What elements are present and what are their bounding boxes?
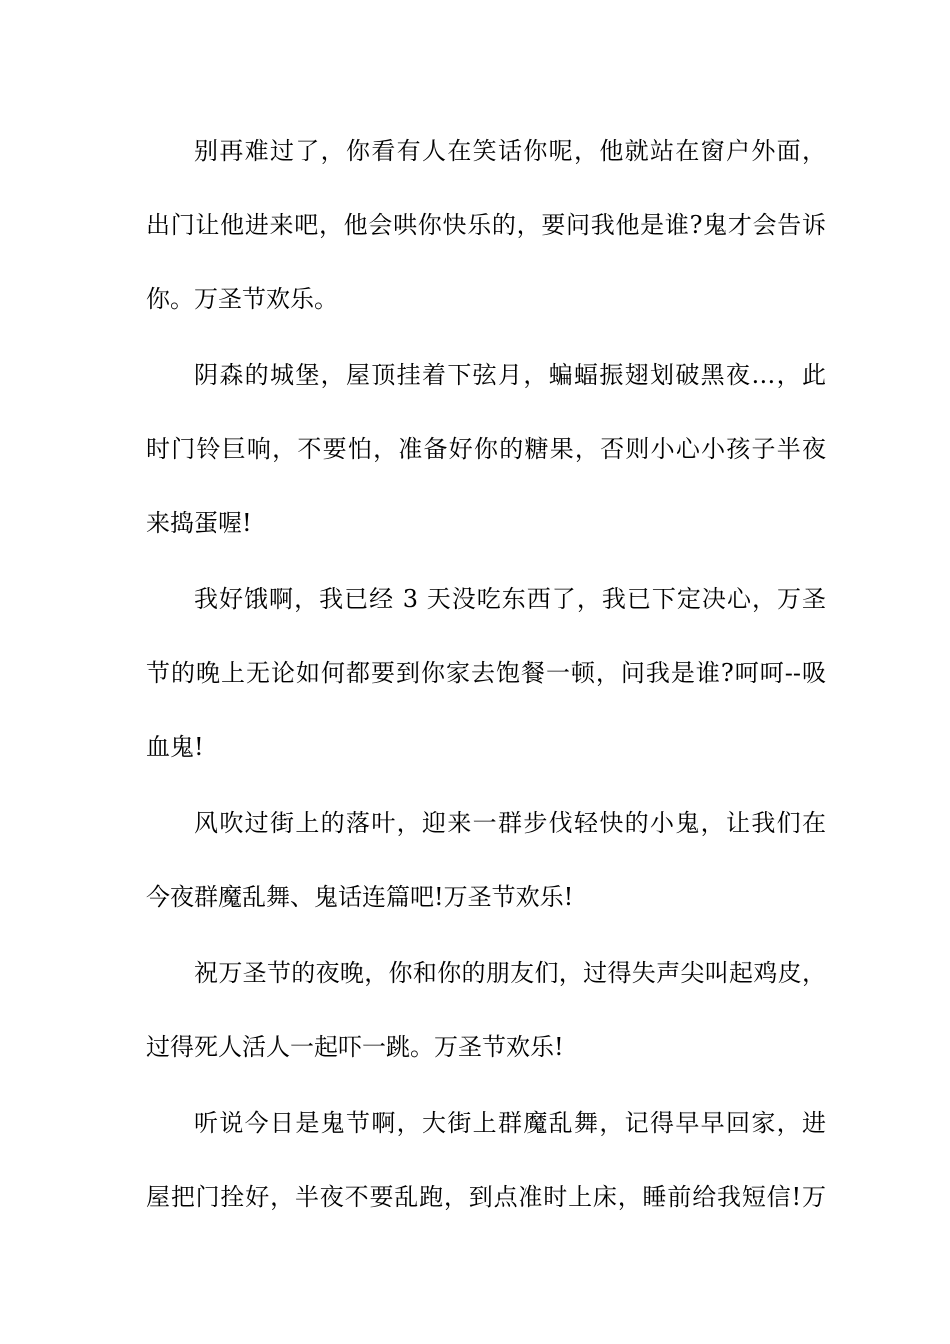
paragraph-2-line-3: 来捣蛋喔! [146, 509, 252, 537]
paragraph-3-line-3: 血鬼! [146, 733, 204, 761]
paragraph-1-line-3: 你。万圣节欢乐。 [146, 285, 338, 313]
paragraph-3-line-2: 节的晚上无论如何都要到你家去饱餐一顿，问我是谁?呵呵--吸 [146, 659, 826, 687]
paragraph-1-line-2: 出门让他进来吧，他会哄你快乐的，要问我他是谁?鬼才会告诉 [146, 211, 826, 239]
paragraph-6-line-1: 听说今日是鬼节啊，大街上群魔乱舞，记得早早回家，进 [194, 1109, 826, 1137]
paragraph-5-line-2: 过得死人活人一起吓一跳。万圣节欢乐! [146, 1033, 564, 1061]
paragraph-6-line-2: 屋把门拴好，半夜不要乱跑，到点准时上床，睡前给我短信!万 [146, 1183, 826, 1211]
paragraph-1-line-1: 别再难过了，你看有人在笑话你呢，他就站在窗户外面， [194, 137, 826, 165]
paragraph-5-line-1: 祝万圣节的夜晚，你和你的朋友们，过得失声尖叫起鸡皮， [194, 959, 826, 987]
paragraph-2-line-1: 阴森的城堡，屋顶挂着下弦月，蝙蝠振翅划破黑夜…，此 [194, 361, 826, 389]
paragraph-3-line-1: 我好饿啊，我已经 3 天没吃东西了，我已下定决心，万圣 [194, 585, 826, 613]
paragraph-4-line-2: 今夜群魔乱舞、鬼话连篇吧!万圣节欢乐! [146, 883, 574, 911]
paragraph-4-line-1: 风吹过街上的落叶，迎来一群步伐轻快的小鬼，让我们在 [194, 809, 826, 837]
paragraph-2-line-2: 时门铃巨响，不要怕，准备好你的糖果，否则小心小孩子半夜 [146, 435, 826, 463]
